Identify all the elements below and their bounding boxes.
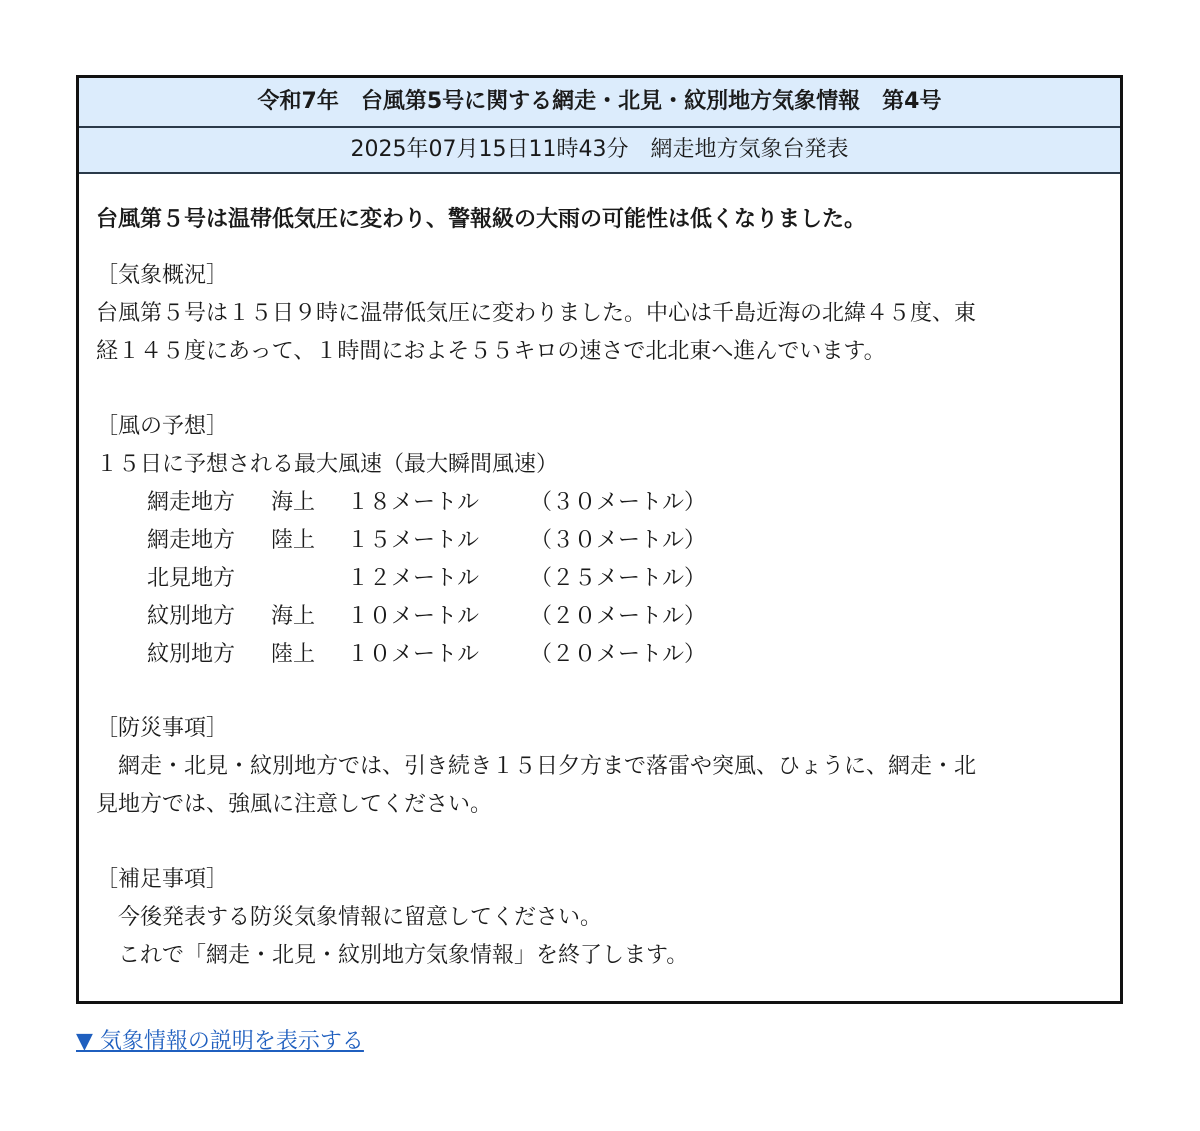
bulletin-issued: 2025年07月15日11時43分 網走地方気象台発表: [79, 128, 1120, 174]
wind-speed: １５メートル: [347, 528, 480, 553]
wind-gust: （３０メートル）: [530, 528, 707, 553]
disaster-line: 見地方では、強風に注意してください。: [96, 792, 493, 817]
wind-row: [79, 484, 1119, 522]
overview-line: 経１４５度にあって、１時間におよそ５５キロの速さで北北東へ進んでいます。: [96, 339, 886, 364]
wind-speed: １８メートル: [347, 490, 480, 515]
wind-region: 網走地方: [147, 490, 236, 515]
overview-heading: ［気象概況］: [96, 263, 229, 288]
wind-region: 北見地方: [147, 566, 236, 591]
wind-row: [79, 522, 1119, 560]
weather-bulletin-panel: [76, 75, 1123, 1004]
wind-area: 海上: [271, 490, 316, 515]
wind-region: 紋別地方: [147, 604, 236, 629]
wind-region: 紋別地方: [147, 642, 236, 667]
wind-row: [79, 560, 1119, 598]
wind-gust: （２０メートル）: [530, 642, 707, 667]
wind-speed: １２メートル: [347, 566, 480, 591]
disaster-line: 網走・北見・紋別地方では、引き続き１５日夕方まで落雷や突風、ひょうに、網走・北: [96, 754, 977, 779]
supplement-heading: ［補足事項］: [96, 867, 229, 892]
wind-heading: ［風の予想］: [96, 414, 229, 439]
wind-region: 網走地方: [147, 528, 236, 553]
wind-area: 陸上: [271, 528, 316, 553]
wind-gust: （２５メートル）: [530, 566, 707, 591]
wind-intro: １５日に予想される最大風速（最大瞬間風速）: [96, 452, 559, 477]
disaster-heading: ［防災事項］: [96, 716, 229, 741]
wind-gust: （２０メートル）: [530, 604, 707, 629]
wind-speed: １０メートル: [347, 642, 480, 667]
supplement-line: 今後発表する防災気象情報に留意してください。: [96, 905, 603, 930]
wind-area: 海上: [271, 604, 316, 629]
overview-line: 台風第５号は１５日９時に温帯低気圧に変わりました。中心は千島近海の北緯４５度、東: [96, 301, 977, 326]
wind-area: 陸上: [271, 642, 316, 667]
wind-speed: １０メートル: [347, 604, 480, 629]
wind-row: [79, 636, 1119, 674]
show-explanation-link[interactable]: ▼ 気象情報の説明を表示する: [76, 1029, 364, 1054]
bulletin-headline: 台風第５号は温帯低気圧に変わり、警報級の大雨の可能性は低くなりました。: [96, 207, 867, 232]
wind-row: [79, 598, 1119, 636]
bulletin-title: 令和7年 台風第5号に関する網走・北見・紋別地方気象情報 第4号: [79, 78, 1120, 128]
supplement-line: これで「網走・北見・紋別地方気象情報」を終了します。: [96, 943, 689, 968]
wind-gust: （３０メートル）: [530, 490, 707, 515]
